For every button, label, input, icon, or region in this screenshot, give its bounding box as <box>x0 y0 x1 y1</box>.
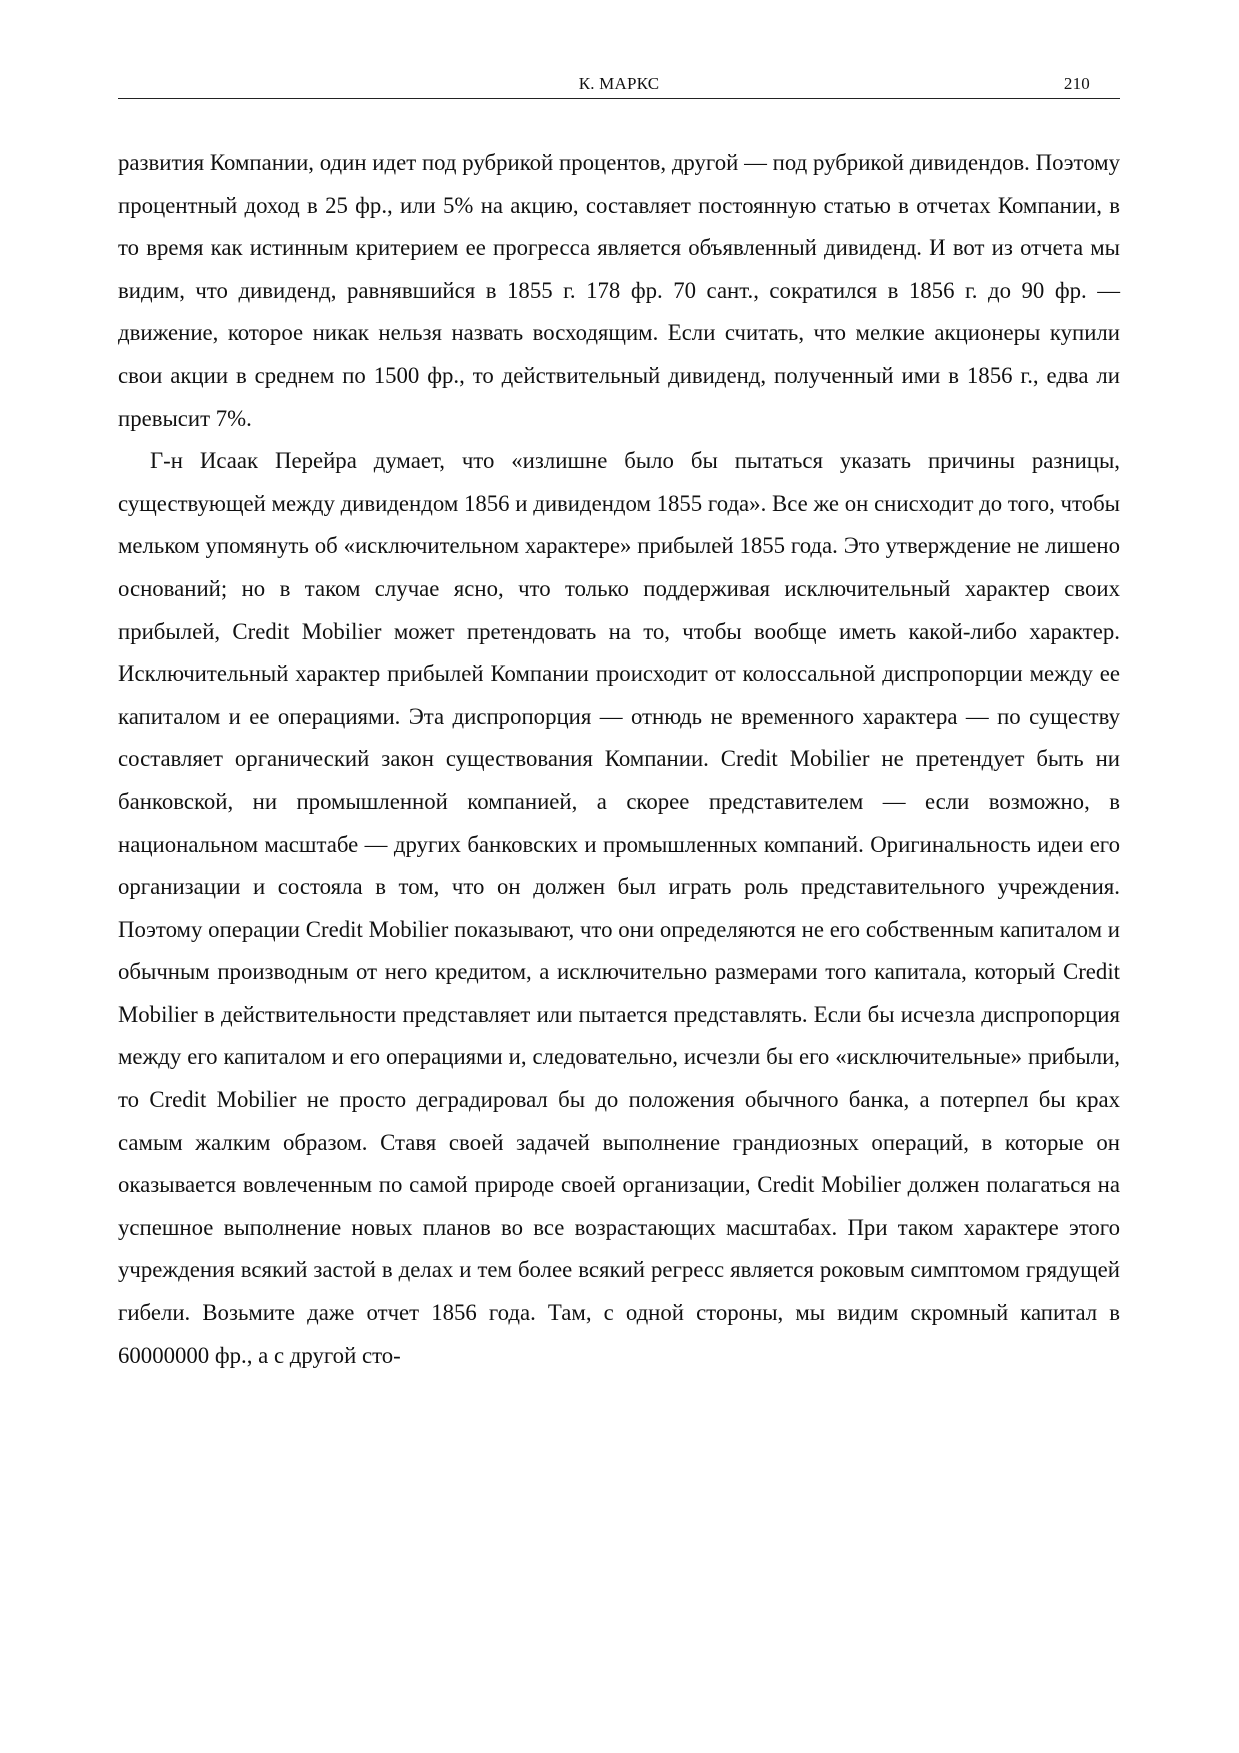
running-header <box>118 70 1120 99</box>
body-text <box>118 142 1120 1377</box>
paragraph-continuation: развития Компании, один идет под рубрикой процентов, другой — под рубрикой дивидендов. Поэтому процентный доход в 25 фр., или 5% на акцию, составляет постоянную статью в отчетах Компании, в то время как истинным критерием ее прогресса является объявленный дивиденд. И вот из отчета мы видим, что дивиденд, равнявшийся в 1855 г. 178 фр. 70 сант., сократился в 1856 г. до 90 фр. — движение, которое никак нельзя назвать восходящим. Если считать, что мелкие акционеры купили свои акции в среднем по 1500 фр., то действительный дивиденд, полученный ими в 1856 г., едва ли превысит 7%. <box>118 150 1120 431</box>
page-number: 210 <box>1063 74 1090 93</box>
paragraph-pereira: Г-н Исаак Перейра думает, что «излишне было бы пытаться указать причины разницы, существующей между дивидендом 1856 и дивидендом 1855 года». Все же он снисходит до того, чтобы мельком упомянуть об «исключительном характере» прибылей 1855 года. Это утверждение не лишено оснований; но в таком случае ясно, что только поддерживая исключительный характер своих прибылей, Credit Mobilier может претендовать на то, чтобы вообще иметь какой-либо характер. Исключительный характер прибылей Компании происходит от колоссальной диспропорции между ее капиталом и ее операциями. Эта диспропорция — отнюдь не временного характера — по существу составляет органический закон существования Компании. Credit Mobilier не претендует быть ни банковской, ни промышленной компанией, а скорее представителем — если возможно, в национальном масштабе — других банковских и промышленных компаний. Оригинальность идеи его организации и состояла в том, что он должен был играть роль представительного учреждения. Поэтому операции Credit Mobilier показывают, что они определяются не его собственным капиталом и обычным производным от него кредитом, а исключительно размерами того капитала, который Credit Mobilier в действительности представляет или пытается представлять. Если бы исчезла диспропорция между его капиталом и его операциями и, следовательно, исчезли бы его «исключительные» прибыли, то Credit Mobilier не просто деградировал бы до положения обычного банка, а потерпел бы крах самым жалким образом. Ставя своей задачей выполнение грандиозных операций, в которые он оказывается вовлеченным по самой природе своей организации, Credit Mobilier должен полагаться на успешное выполнение новых планов во все возрастающих масштабах. При таком характере этого учреждения всякий застой в делах и тем более всякий регресс является роковым симптомом грядущей гибели. Возьмите даже отчет 1856 года. Там, с одной стороны, мы видим скромный капитал в 60000000 фр., а с другой сто- <box>118 448 1120 1368</box>
header-title: К. МАРКС <box>578 74 660 93</box>
document-page <box>118 70 1120 1377</box>
